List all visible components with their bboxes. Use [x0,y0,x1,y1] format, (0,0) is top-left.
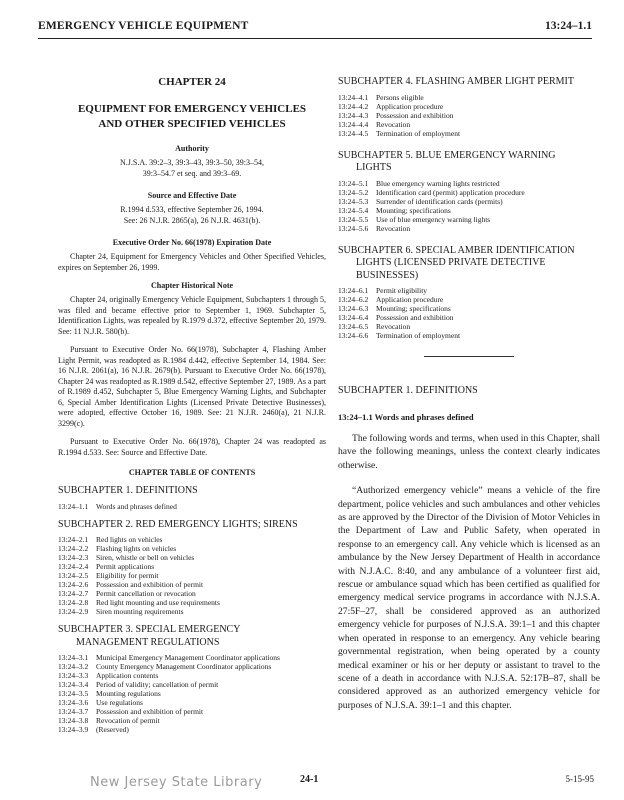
toc-entry-title: County Emergency Management Coordinator applications [96,662,272,671]
toc-entry-number: 13:24–6.6 [338,331,369,340]
toc-entry-number: 13:24–2.2 [58,544,89,553]
toc-entry-number: 13:24–3.3 [58,671,89,680]
toc-entry [58,671,326,680]
source-heading: Source and Effective Date [147,191,237,200]
toc-entry [338,304,600,313]
chapter-title-line: EQUIPMENT FOR EMERGENCY VEHICLES [77,103,307,115]
toc-entry-title: Application contents [96,671,159,680]
left-column [58,58,326,734]
toc-entry-number: 13:24–2.6 [58,580,89,589]
toc-entry-title: Red lights on vehicles [96,535,163,544]
body-paragraph: “Authorized emergency vehicle” means a vehicle of the fire department, police vehicles and such ambulances and other vehicles as are approved by the Director of the Division of Motor Vehicles in the Department of Law and Public Safety, when operated in response to an emergency call. Any vehicle which is licensed as an ambulance by the New Jersey Department of Health in accordance with N.J.A.C. 8:40, and any ambulance of a volunteer first aid, rescue or ambulance squad which has been certified as qualified for emergency medical service programs in accordance with N.J.S.A. 27:5F–27, shall be considered approved as an authorized emergency vehicle for purposes of N.J.S.A. 39:1–1 and this chapter when operated in response to an emergency. Any vehicle bearing governmental registration, when being operated by a county medical examiner or his or her deputy or assistant to travel to the scene of a death in accordance with N.J.S.A. 52:17B–87, shall be considered approved as an authorized emergency vehicle for purposes of N.J.S.A. 39:1–1 and this chapter. [338,485,600,711]
toc-entry [338,93,600,102]
historical-note-heading: Chapter Historical Note [150,281,234,290]
toc-entry [338,331,600,340]
toc-entry-number: 13:24–4.3 [338,110,369,120]
toc-entry-title: Permit applications [96,562,155,571]
chapter-number: CHAPTER 24 [158,76,226,88]
toc-entry-number: 13:24–3.4 [58,680,89,689]
toc-entry-number: 13:24–5.6 [338,223,369,233]
toc-entry-number: 13:24–2.4 [58,562,89,571]
toc-subchapter-title-line: SUBCHAPTER 5. BLUE EMERGENCY WARNING [338,149,556,161]
toc-entry [338,120,600,129]
toc-entry-number: 13:24–6.5 [338,322,369,331]
executive-order-text: Chapter 24, Equipment for Emergency Vehicles and Other Specified Vehicles, expires on September 26, 1999. [58,252,326,272]
toc-entry-title: Application procedure [376,101,444,111]
toc-entry-number: 13:24–2.5 [58,571,89,580]
toc-entry [338,215,600,224]
toc-entry-title: Siren mounting requirements [96,607,184,616]
toc-entry-number: 13:24–3.9 [58,725,89,734]
toc-entry-number: 13:24–4.2 [338,101,369,111]
toc-subchapter-4-title: SUBCHAPTER 4. FLASHING AMBER LIGHT PERMIT [338,76,574,87]
toc-entry-number: 13:24–2.9 [58,607,89,616]
toc-entry [58,662,326,671]
toc-entry-title: Use regulations [96,698,143,707]
toc-entry-title: Persons eligible [376,92,424,102]
toc-entry-number: 13:24–6.4 [338,313,369,322]
source-text [58,205,326,226]
toc-entry-title: Possession and exhibition of permit [96,580,204,589]
toc-entry [338,295,600,304]
toc-entry-title: Use of blue emergency warning lights [376,214,491,224]
toc-entry [58,689,326,698]
toc-entry [58,725,326,734]
toc-entry-number: 13:24–3.7 [58,707,89,716]
body-paragraph: The following words and terms, when used in this Chapter, shall have the following meanings, unless the context clearly indicates otherwise. [338,433,600,471]
right-column [338,58,600,724]
toc-entry [338,322,600,331]
toc-subchapter-title-line: LIGHTS (LICENSED PRIVATE DETECTIVE [356,257,546,268]
toc-entry [58,535,326,544]
toc-subchapter-1-title: SUBCHAPTER 1. DEFINITIONS [58,485,198,496]
toc-entry [338,179,600,188]
toc-entry [58,571,326,580]
toc-entry-title: Permit cancellation or revocation [96,589,196,598]
toc-entry [58,680,326,689]
toc-subchapter-title-line: LIGHTS [356,162,392,173]
toc-entry-title: Flashing lights on vehicles [96,544,177,553]
toc-entry [58,562,326,571]
toc-subchapter-5-title [338,150,600,175]
toc-entry-title: Mounting; specifications [376,304,451,313]
section-divider [424,356,514,357]
toc-entry [58,502,326,511]
toc-entry-number: 13:24–2.8 [58,598,89,607]
toc-entry [58,598,326,607]
toc-entry-number: 13:24–3.2 [58,662,89,671]
toc-subchapter-title-line: MANAGEMENT REGULATIONS [76,636,220,648]
toc-subchapter-6-list [338,286,600,340]
toc-entry-title: Red light mounting and use requirements [96,598,220,607]
toc-subchapter-6-title [338,245,600,283]
toc-entry-title: Mounting; specifications [376,205,451,215]
toc-subchapter-3-title [58,624,326,649]
toc-entry [58,707,326,716]
toc-entry [338,286,600,295]
toc-entry [338,197,600,206]
toc-entry [338,206,600,215]
toc-subchapter-title-line: SUBCHAPTER 3. SPECIAL EMERGENCY [58,624,241,635]
historical-note-paragraph: Pursuant to Executive Order No. 66(1978), Subchapter 4, Flashing Amber Light Permit, was readopted as R.1984 d.442, effective September 14, 1984. See: 16 N.J.R. 2061(a), 16 N.J.R. 2679(b). Pursuant to Executive Order No. 66(1978), Chapter 24 was readopted as R.1989 d.542, effective September 27, 1989. As a part of R.1989 d.452, Subchapter 5, Blue Emergency Warning Lights, and Subchapter 6, Special Amber Identification Lights (Licensed Private Detective Businesses), were adopted, effective October 16, 1989. See: 21 N.J.R. 2460(a), 21 N.J.R. 3299(c). [58,345,326,428]
page-number: 24-1 [300,774,319,785]
subchapter-1-heading: SUBCHAPTER 1. DEFINITIONS [338,385,478,396]
toc-entry [338,129,600,138]
toc-entry-title: Possession and exhibition [376,110,454,120]
toc-entry [58,698,326,707]
toc-entry-title: Municipal Emergency Management Coordinator applications [96,653,280,662]
executive-order-heading: Executive Order No. 66(1978) Expiration Date [112,238,272,247]
toc-entry-number: 13:24–5.4 [338,205,369,215]
toc-entry-title: Siren, whistle or bell on vehicles [96,553,195,562]
section-heading: 13:24–1.1 Words and phrases defined [338,412,474,422]
toc-entry-number: 13:24–2.7 [58,589,89,598]
toc-entry-title: Revocation [376,119,411,129]
toc-entry [58,589,326,598]
toc-entry [58,553,326,562]
toc-entry-title: Revocation [376,223,411,233]
toc-entry [338,313,600,322]
toc-entry-title: Period of validity; cancellation of permit [96,680,219,689]
toc-entry-number: 13:24–6.3 [338,304,369,313]
toc-entry-number: 13:24–4.4 [338,119,369,129]
toc-heading: CHAPTER TABLE OF CONTENTS [128,468,256,477]
toc-entry-number: 13:24–3.1 [58,653,89,662]
toc-entry-title: Words and phrases defined [96,501,177,511]
toc-entry-number: 13:24–6.2 [338,295,369,304]
toc-entry [58,607,326,616]
toc-entry-number: 13:24–3.6 [58,698,89,707]
source-line: R.1994 d.533, effective September 26, 1994. [120,205,264,214]
toc-subchapter-2-title: SUBCHAPTER 2. RED EMERGENCY LIGHTS; SIRENS [58,518,298,530]
section-number: 13:24–1.1 [545,20,592,32]
toc-entry [338,224,600,233]
toc-entry [58,653,326,662]
toc-subchapter-title-line: SUBCHAPTER 6. SPECIAL AMBER IDENTIFICATION [338,244,575,256]
toc-entry-title: Blue emergency warning lights restricted [376,178,500,188]
toc-entry-title: Possession and exhibition [376,313,454,322]
revision-date: 5-15-95 [565,774,594,784]
toc-entry [338,188,600,197]
toc-subchapter-5-list [338,179,600,233]
toc-entry-title: Possession and exhibition of permit [96,707,204,716]
toc-entry-number: 13:24–5.3 [338,196,369,206]
chapter-title-line: AND OTHER SPECIFIED VEHICLES [98,118,286,130]
toc-entry [58,716,326,725]
toc-entry-title: Eligibility for permit [96,571,159,580]
toc-subchapter-3-list [58,653,326,734]
toc-subchapter-2-list [58,535,326,616]
toc-entry-title: Termination of employment [376,128,461,138]
toc-entry-number: 13:24–5.2 [338,187,369,197]
toc-entry-title: Permit eligibility [376,286,428,295]
toc-entry-number: 13:24–2.3 [58,553,89,562]
toc-entry-number: 13:24–5.5 [338,214,369,224]
toc-entry-title: (Reserved) [96,725,129,734]
toc-entry-title: Revocation of permit [96,716,160,725]
toc-entry [58,544,326,553]
toc-entry-title: Identification card (permit) application procedure [376,187,525,197]
toc-entry-number: 13:24–5.1 [338,178,369,188]
authority-text [58,158,326,179]
toc-entry-number: 13:24–3.8 [58,716,89,725]
toc-entry-number: 13:24–4.1 [338,92,369,102]
source-line: See: 26 N.J.R. 2865(a), 26 N.J.R. 4631(b). [123,215,261,225]
authority-line: N.J.S.A. 39:2–3, 39:3–43, 39:3–50, 39:3–54, [119,158,264,167]
historical-note-paragraph: Pursuant to Executive Order No. 66(1978), Chapter 24 was readopted as R.1994 d.533. See: Source and Effective Date. [58,437,326,457]
toc-entry-title: Application procedure [376,295,444,304]
running-title: EMERGENCY VEHICLE EQUIPMENT [38,20,249,32]
toc-entry-number: 13:24–6.1 [338,286,369,295]
chapter-title [58,102,326,132]
toc-entry-number: 13:24–1.1 [58,501,89,511]
authority-line: 39:3–54.7 et seq. and 39:3–69. [142,168,242,178]
toc-entry-number: 13:24–4.5 [338,128,369,138]
toc-subchapter-title-line: BUSINESSES) [356,269,419,281]
toc-entry-title: Surrender of identification cards (permits) [376,196,503,206]
toc-entry [58,580,326,589]
toc-subchapter-4-list [338,93,600,138]
toc-entry-title: Mounting regulations [96,689,161,698]
historical-note-paragraph: Chapter 24, originally Emergency Vehicle Equipment, Subchapters 1 through 5, was filed and became effective prior to September 1, 1969. Subchapter 5, Identification Lights, was repealed by R.1979 d.372, effective September 20, 1979. See: 11 N.J.R. 580(b). [58,295,326,336]
page-header [38,16,592,39]
authority-heading: Authority [175,144,209,153]
library-watermark: New Jersey State Library [90,775,263,790]
toc-entry [338,111,600,120]
toc-entry-title: Revocation [376,322,411,331]
toc-entry [338,102,600,111]
toc-entry-title: Termination of employment [376,331,461,340]
toc-subchapter-1-list [58,502,326,511]
toc-entry-number: 13:24–3.5 [58,689,89,698]
toc-entry-number: 13:24–2.1 [58,535,89,544]
